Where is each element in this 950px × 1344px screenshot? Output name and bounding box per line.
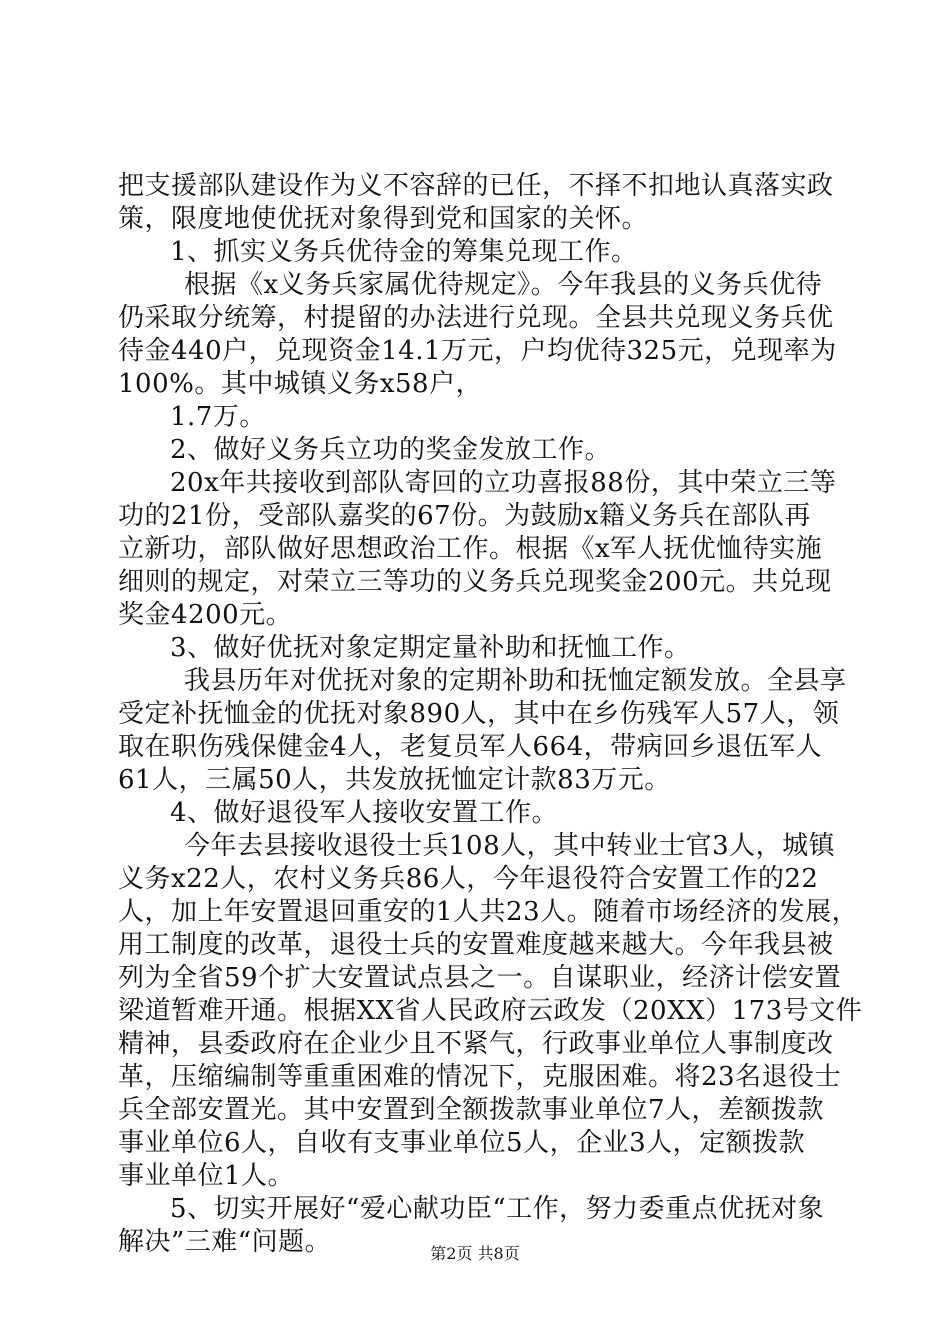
paragraph-line: 立新功，部队做好思想政治工作。根据《x军人抚优恤待实施 xyxy=(118,534,823,564)
paragraph-line: 仍采取分统筹，村提留的办法进行兑现。全县共兑现义务兵优 xyxy=(118,303,834,333)
paragraph-line: 解决”三难“问题。 xyxy=(118,1227,332,1257)
section-heading-1: 1、抓实义务兵优待金的筹集兑现工作。 xyxy=(170,237,638,267)
paragraph-line: 取在职伤残保健金4人，老复员军人664，带病回乡退伍军人 xyxy=(118,732,823,762)
paragraph-line: 100%。其中城镇义务x58户， xyxy=(118,369,483,399)
paragraph-line: 今年去县接收退役士兵108人，其中转业士官3人，城镇 xyxy=(184,831,836,861)
paragraph-line: 1.7万。 xyxy=(170,402,266,432)
paragraph-line: 功的21份，受部队嘉奖的67份。为鼓励x籍义务兵在部队再 xyxy=(118,501,811,531)
paragraph-line: 根据《x义务兵家属优待规定》。今年我县的义务兵优待 xyxy=(184,270,823,300)
paragraph-line: 奖金4200元。 xyxy=(118,600,293,630)
paragraph-line: 精神，县委政府在企业少且不紧气，行政事业单位人事制度改 xyxy=(118,1029,834,1059)
paragraph-line: 61人，三属50人，共发放抚恤定计款83万元。 xyxy=(118,765,671,795)
paragraph-line: 革，压缩编制等重重困难的情况下，克服困难。将23名退役士 xyxy=(118,1062,842,1092)
paragraph-line: 把支援部队建设作为义不容辞的已任，不择不扣地认真落实政 xyxy=(118,171,834,201)
section-heading-3: 3、做好优抚对象定期定量补助和抚恤工作。 xyxy=(170,633,691,663)
paragraph-line: 用工制度的改革，退役士兵的安置难度越来越大。今年我县被 xyxy=(118,930,834,960)
paragraph-line: 兵全部安置光。其中安置到全额拨款事业单位7人，差额拨款 xyxy=(118,1095,825,1125)
paragraph-line: 事业单位1人。 xyxy=(118,1161,295,1191)
paragraph-line: 待金440户，兑现资金14.1万元，户均优待325元，兑现率为 xyxy=(118,336,837,366)
section-heading-2: 2、做好义务兵立功的奖金发放工作。 xyxy=(170,435,612,465)
section-heading-4: 4、做好退役军人接收安置工作。 xyxy=(170,798,559,828)
paragraph-line: 列为全省59个扩大安置试点县之一。自谋职业，经济计偿安置 xyxy=(118,963,842,993)
paragraph-line: 策，限度地使优抚对象得到党和国家的关怀。 xyxy=(118,204,649,234)
paragraph-line: 梁道暂难开通。根据XX省人民政府云政发（20XX）173号文件 xyxy=(118,996,863,1026)
paragraph-line: 人，加上年安置退回重安的1人共23人。随着市场经济的发展， xyxy=(118,897,859,927)
paragraph-line: 细则的规定，对荣立三等功的义务兵兑现奖金200元。共兑现 xyxy=(118,567,832,597)
paragraph-line: 我县历年对优抚对象的定期补助和抚恤定额发放。全县享 xyxy=(184,666,847,696)
section-heading-5: 5、切实开展好“爱心献功臣“工作，努力委重点优抚对象 xyxy=(170,1194,825,1224)
page-number-footer: 第2页 共8页 xyxy=(430,1244,520,1263)
paragraph-line: 义务x22人，农村义务兵86人，今年退役符合安置工作的22 xyxy=(118,864,819,894)
paragraph-line: 事业单位6人，自收有支事业单位5人，企业3人，定额拨款 xyxy=(118,1128,806,1158)
paragraph-line: 受定补抚恤金的优抚对象890人，其中在乡伤残军人57人，领 xyxy=(118,699,840,729)
paragraph-line: 20x年共接收到部队寄回的立功喜报88份，其中荣立三等 xyxy=(170,468,837,498)
document-body xyxy=(118,170,863,1259)
